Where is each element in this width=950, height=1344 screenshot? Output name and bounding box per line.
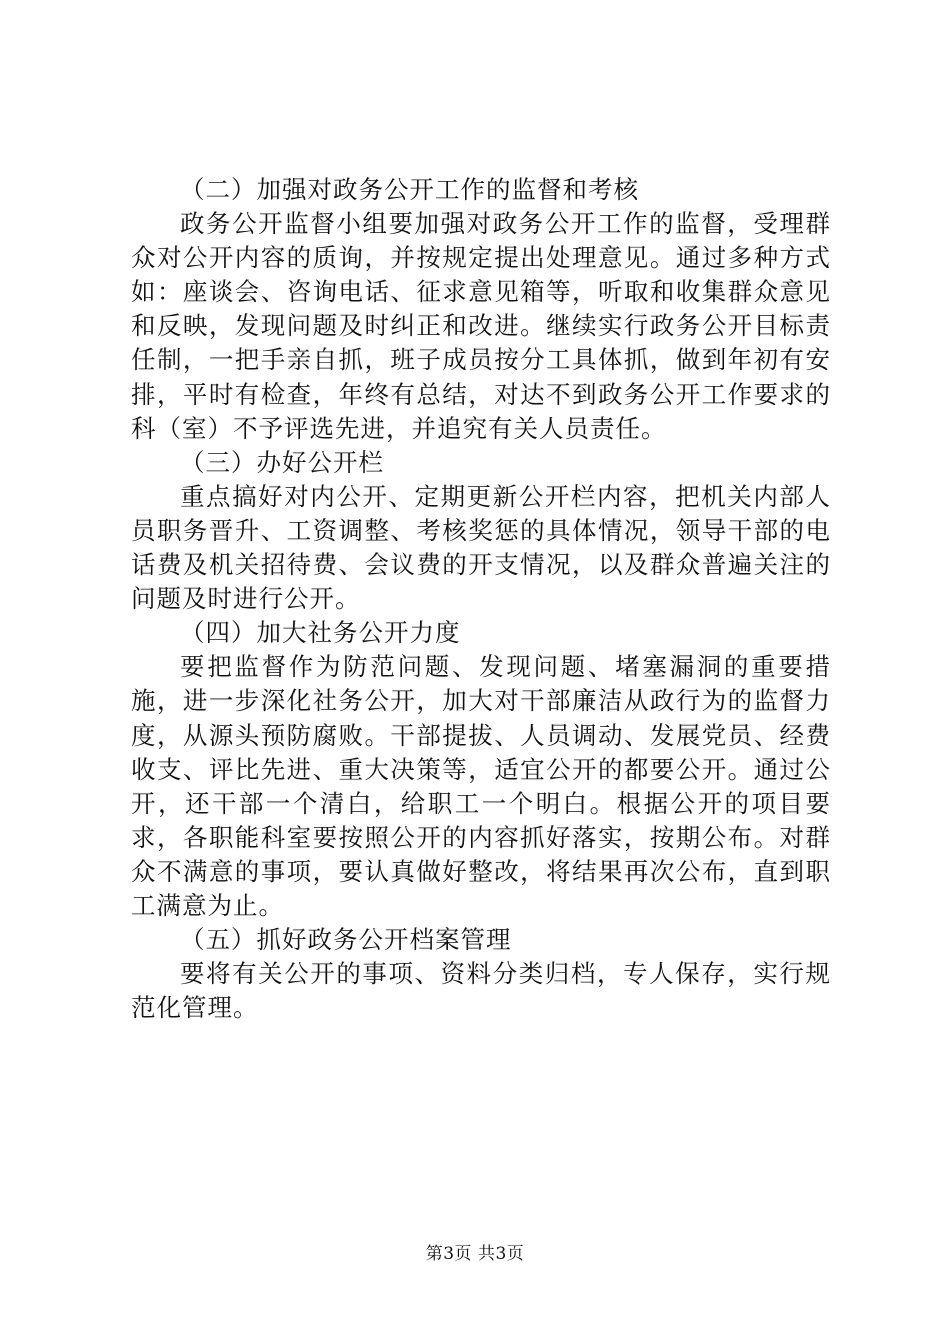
section-paragraph-2: 政务公开监督小组要加强对政务公开工作的监督，受理群众对公开内容的质询，并按规定提出处理意见。通过多种方式如：座谈会、咨询电话、征求意见箱等，听取和收集群众意见和反映，发现问题及时纠正和改进。继续实行政务公开目标责任制，一把手亲自抓，班子成员按分工具体抓，做到年初有安排，平时有检查，年终有总结，对达不到政务公开工作要求的科（室）不予评选先进，并追究有关人员责任。: [131, 209, 831, 443]
section-paragraph-3: 重点搞好对内公开、定期更新公开栏内容，把机关内部人员职务晋升、工资调整、考核奖惩的具体情况，领导干部的电话费及机关招待费、会议费的开支情况，以及群众普遍关注的问题及时进行公开。: [131, 481, 831, 614]
page-number-footer: 第3页 共3页: [425, 1244, 525, 1264]
section-heading-3: （三）办好公开栏: [180, 447, 384, 477]
section-heading-5: （五）抓好政务公开档案管理: [180, 925, 512, 955]
section-heading-2: （二）加强对政务公开工作的监督和考核: [180, 175, 639, 204]
section-paragraph-4: 要把监督作为防范问题、发现问题、堵塞漏洞的重要措施，进一步深化社务公开，加大对干部廉洁从政行为的监督力度，从源头预防腐败。干部提拔、人员调动、发展党员、经费收支、评比先进、重大决策等，适宜公开的都要公开。通过公开，还干部一个清白，给职工一个明白。根据公开的项目要求，各职能科室要按照公开的内容抓好落实，按期公布。对群众不满意的事项，要认真做好整改，将结果再次公布，直到职工满意为止。: [131, 652, 831, 920]
section-heading-4: （四）加大社务公开力度: [180, 618, 461, 648]
section-paragraph-5: 要将有关公开的事项、资料分类归档，专人保存，实行规范化管理。: [131, 959, 831, 1023]
document-body: [131, 173, 831, 1025]
